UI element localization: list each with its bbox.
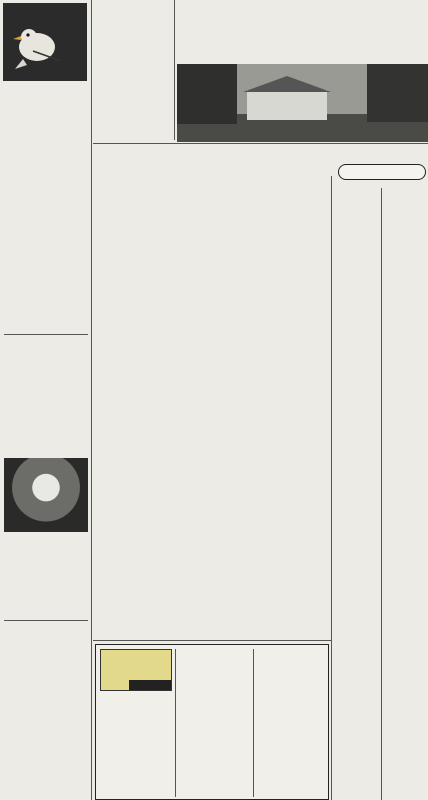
column-rule — [253, 649, 254, 797]
badge-line-1 — [338, 150, 426, 164]
photo-caption — [4, 534, 88, 552]
main-article — [96, 196, 328, 638]
film-column-1 — [100, 709, 172, 797]
letter-body-sunshine — [4, 136, 88, 308]
film-logo-line-2 — [123, 656, 171, 680]
badge-line-2 — [338, 164, 426, 180]
divider — [4, 334, 88, 335]
main-headline — [95, 150, 345, 192]
column-rule — [331, 176, 332, 800]
club-logo — [3, 3, 87, 81]
landscape-photo — [177, 64, 428, 142]
letter-signature-3 — [95, 118, 172, 138]
divider — [4, 620, 88, 621]
top-right-text — [260, 2, 344, 64]
right-area — [334, 188, 428, 800]
top-continuation-text — [95, 2, 172, 116]
article-title-dare — [4, 338, 88, 384]
letter-greeting-2 — [4, 666, 88, 684]
film-column-2 — [178, 649, 250, 797]
badge-a-jednak-prawdziwe — [338, 150, 426, 184]
editorial-note — [4, 565, 88, 619]
top-right-sidebar — [348, 2, 428, 64]
column-rule — [381, 188, 382, 800]
letter-signature-2 — [4, 553, 88, 563]
film-logo — [100, 649, 172, 691]
letter-signature — [4, 310, 88, 330]
photo-contest-body — [177, 22, 255, 62]
film-box — [95, 644, 329, 800]
letter-greeting — [4, 126, 88, 136]
column-rule — [175, 649, 176, 797]
film-column-3 — [256, 649, 326, 797]
column-left — [0, 0, 90, 800]
club-logo-text — [57, 9, 81, 75]
portrait-photo — [4, 458, 88, 532]
film-logo-line-3 — [129, 680, 171, 690]
column-rule — [91, 0, 92, 800]
divider — [93, 640, 331, 641]
article-title-sunshine — [4, 86, 88, 122]
column-rule — [174, 0, 175, 140]
photo-contest-heading — [177, 2, 255, 20]
letter-body-klementyna — [4, 685, 88, 800]
right-col-a-wrap — [334, 188, 380, 800]
right-col-b-wrap — [384, 188, 428, 800]
article-title-klementyna — [2, 622, 90, 664]
letter-body-dare — [4, 386, 88, 456]
film-tag — [100, 695, 172, 707]
building-icon — [177, 64, 428, 142]
divider — [93, 143, 428, 144]
